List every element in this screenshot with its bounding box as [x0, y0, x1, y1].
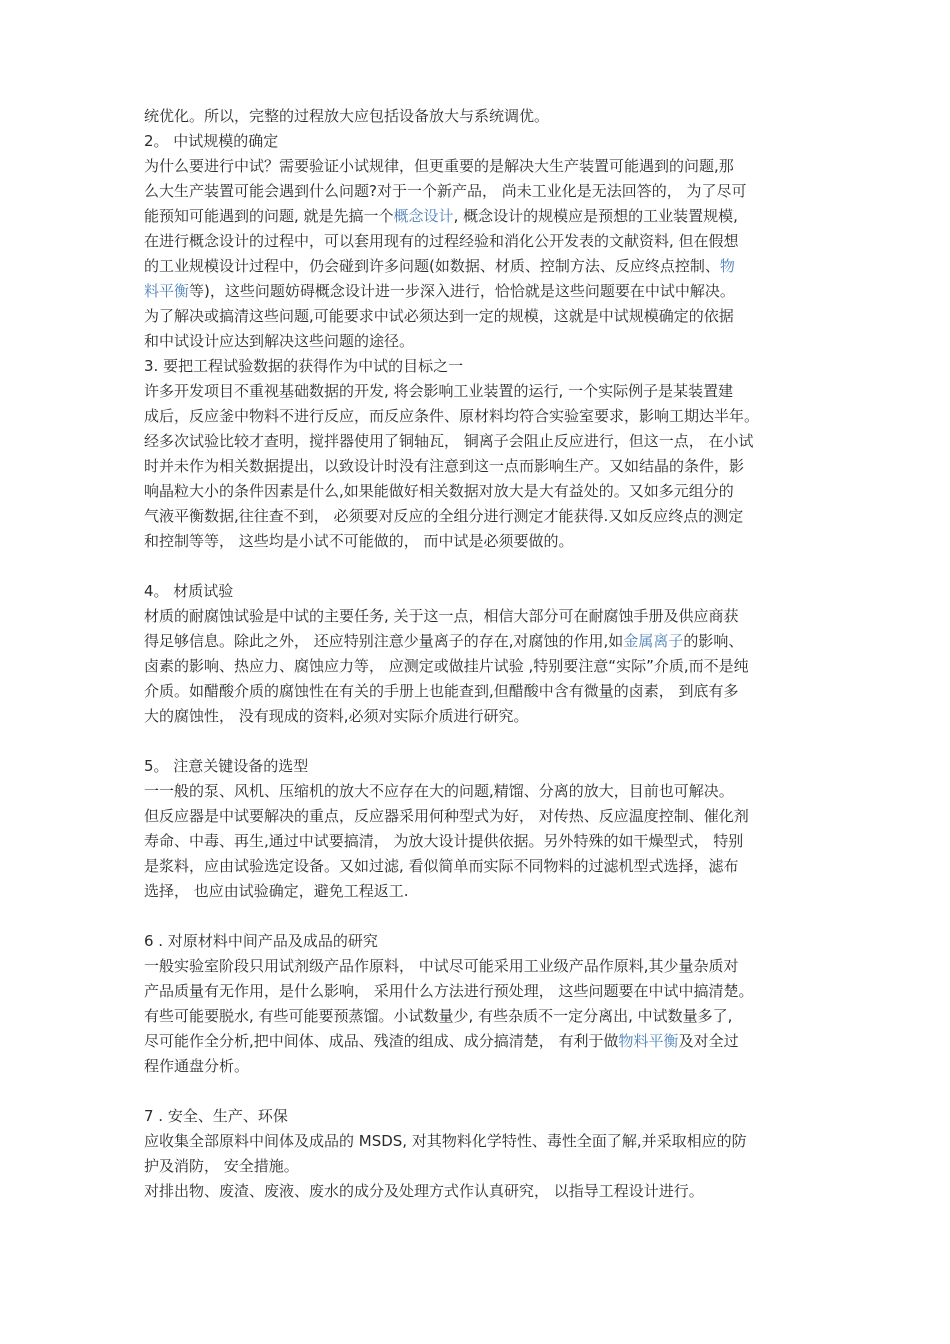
section-heading-4: 4。 材质试验 [144, 582, 234, 600]
text-line: 一般实验室阶段只用试剂级产品作原料， 中试尽可能采用工业级产品作原料,其少量杂质对 [144, 957, 739, 975]
blank-line [144, 1079, 816, 1104]
text-line: 但反应器是中试要解决的重点，反应器采用何种型式为好， 对传热、反应温度控制、催化剂 [144, 807, 749, 825]
text-line: 和控制等等， 这些均是小试不可能做的， 而中试是必须要做的。 [144, 532, 574, 550]
document-body [144, 104, 816, 1204]
text-line: 经多次试验比较才查明，搅拌器使用了铜轴瓦， 铜离子会阻止反应进行，但这一点， 在小试 [144, 432, 754, 450]
text-line: 产品质量有无作用，是什么影响， 采用什么方法进行预处理， 这些问题要在中试中搞清楚。 [144, 982, 754, 1000]
text-line: 大的腐蚀性， 没有现成的资料,必须对实际介质进行研究。 [144, 707, 529, 725]
text-line: 材质的耐腐蚀试验是中试的主要任务, 关于这一点，相信大部分可在耐腐蚀手册及供应商获 [144, 607, 739, 625]
text-line [144, 1029, 816, 1054]
text-span: , 概念设计的规模应是预想的工业装置规模, [453, 207, 738, 225]
text-span: 的工业规模设计过程中，仍会碰到许多问题(如数据、材质、控制方法、反应终点控制、 [144, 257, 720, 275]
blank-line [144, 729, 816, 754]
text-line: 气液平衡数据,往往查不到， 必须要对反应的全组分进行测定才能获得.又如反应终点的测定 [144, 507, 744, 525]
text-line [144, 254, 816, 279]
text-line: 介质。如醋酸介质的腐蚀性在有关的手册上也能查到,但醋酸中含有微量的卤素， 到底有多 [144, 682, 739, 700]
text-line: 对排出物、废渣、废液、废水的成分及处理方式作认真研究， 以指导工程设计进行。 [144, 1182, 704, 1200]
text-line: 统优化。所以，完整的过程放大应包括设备放大与系统调优。 [144, 107, 550, 125]
text-line: 是浆料，应由试验选定设备。又如过滤, 看似简单而实际不同物料的过滤机型式选择，滤布 [144, 857, 739, 875]
text-line: 为什么要进行中试？需要验证小试规律，但更重要的是解决大生产装置可能遇到的问题,那 [144, 157, 734, 175]
text-span: 等)，这些问题妨碍概念设计进一步深入进行，恰恰就是这些问题要在中试中解决。 [189, 282, 735, 300]
text-line: 护及消防， 安全措施。 [144, 1157, 299, 1175]
section-heading-6: 6 . 对原材料中间产品及成品的研究 [144, 932, 378, 950]
text-line: 有些可能要脱水, 有些可能要预蒸馏。小试数量少, 有些杂质不一定分离出, 中试数量多了, [144, 1007, 733, 1025]
blank-line [144, 554, 816, 579]
text-line [144, 204, 816, 229]
text-line: 寿命、中毒、再生,通过中试要搞清， 为放大设计提供依据。另外特殊的如干燥型式， 特别 [144, 832, 744, 850]
text-span: 尽可能作全分析,把中间体、成品、残渣的组成、成分搞清楚， 有利于做 [144, 1032, 619, 1050]
text-line: 为了解决或搞清这些问题,可能要求中试必须达到一定的规模，这就是中试规模确定的依据 [144, 307, 734, 325]
blank-line [144, 904, 816, 929]
section-heading-7: 7 . 安全、生产、环保 [144, 1107, 288, 1125]
text-span: 得足够信息。除此之外， 还应特别注意少量离子的存在,对腐蚀的作用,如 [144, 632, 624, 650]
text-line: 和中试设计应达到解决这些问题的途径。 [144, 332, 415, 350]
text-span: 的影响、 [683, 632, 744, 650]
text-line: 成后，反应釜中物料不进行反应，而反应条件、原材料均符合实验室要求，影响工期达半年。 [144, 407, 760, 425]
text-line: 响晶粒大小的条件因素是什么,如果能做好相关数据对放大是大有益处的。又如多元组分的 [144, 482, 734, 500]
material-balance-link[interactable]: 物料平衡 [618, 1032, 679, 1050]
text-line: 一一般的泵、风机、压缩机的放大不应存在大的问题,精馏、分离的放大，目前也可解决。 [144, 782, 734, 800]
text-line: 应收集全部原料中间体及成品的 MSDS, 对其物料化学特性、毒性全面了解,并采取相应的防 [144, 1132, 747, 1150]
text-line: 卤素的影响、热应力、腐蚀应力等， 应测定或做挂片试验 ,特别要注意“实际”介质,而不是纯 [144, 657, 749, 675]
text-line: 选择， 也应由试验确定，避免工程返工. [144, 882, 409, 900]
text-span: 及对全过 [678, 1032, 739, 1050]
text-line: 许多开发项目不重视基础数据的开发, 将会影响工业装置的运行, 一个实际例子是某装置建 [144, 382, 734, 400]
text-line: 在进行概念设计的过程中，可以套用现有的过程经验和消化公开发表的文献资料, 但在假想 [144, 232, 739, 250]
concept-design-link[interactable]: 概念设计 [393, 207, 454, 225]
section-heading-3: 3. 要把工程试验数据的获得作为中试的目标之一 [144, 357, 464, 375]
text-line [144, 629, 816, 654]
section-heading-2: 2。 中试规模的确定 [144, 132, 279, 150]
metal-ions-link[interactable]: 金属离子 [623, 632, 684, 650]
section-heading-5: 5。 注意关键设备的选型 [144, 757, 309, 775]
material-balance-link-part1[interactable]: 物 [719, 257, 735, 275]
text-line [144, 279, 816, 304]
material-balance-link-part2[interactable]: 料平衡 [144, 282, 190, 300]
text-line: 程作通盘分析。 [144, 1057, 250, 1075]
text-span: 能预知可能遇到的问题, 就是先搞一个 [144, 207, 394, 225]
text-line: 么大生产装置可能会遇到什么问题?对于一个新产品， 尚未工业化是无法回答的， 为了尽可 [144, 182, 747, 200]
text-line: 时并未作为相关数据提出，以致设计时没有注意到这一点而影响生产。又如结晶的条件，影 [144, 457, 745, 475]
